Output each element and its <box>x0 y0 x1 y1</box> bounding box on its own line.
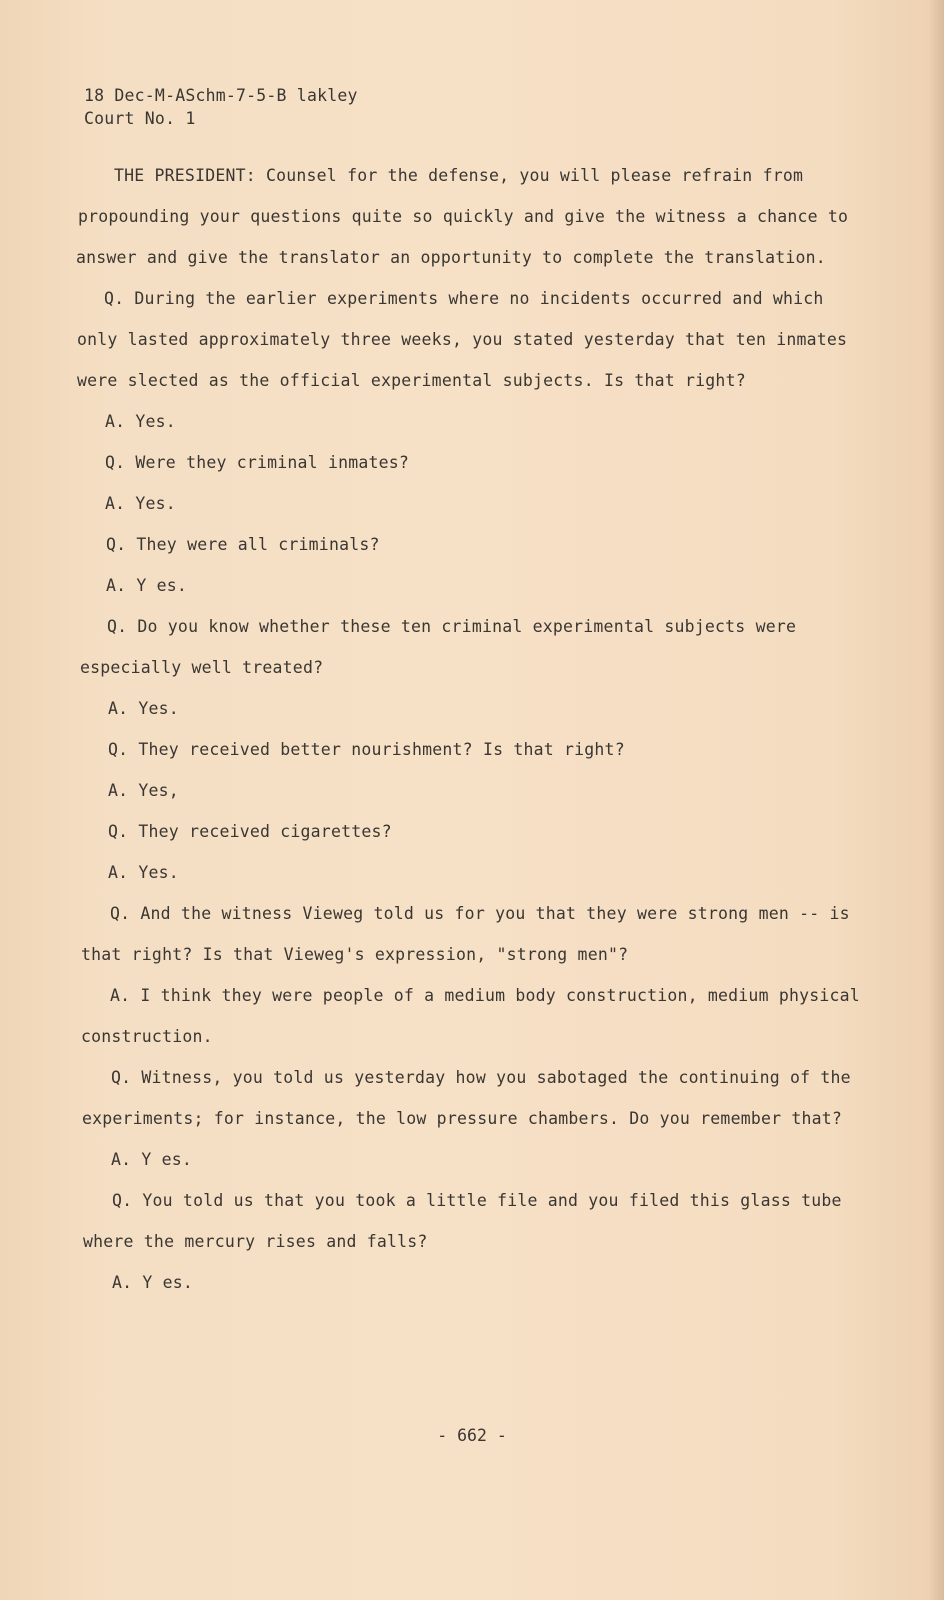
transcript-line: A. Yes. <box>108 863 179 882</box>
transcript-line: Q. They were all criminals? <box>106 535 380 554</box>
transcript-line: A. Yes. <box>105 494 176 513</box>
transcript-line: only lasted approximately three weeks, you stated yesterday that ten inmates <box>77 330 848 349</box>
transcript-line: that right? Is that Vieweg's expression, "strong men"? <box>81 945 629 964</box>
transcript-line: Q. Witness, you told us yesterday how you sabotaged the continuing of the <box>111 1068 851 1087</box>
transcript-line: experiments; for instance, the low pressure chambers. Do you remember that? <box>82 1109 843 1128</box>
transcript-line: Q. They received better nourishment? Is that right? <box>108 740 625 759</box>
transcript-line: Q. They received cigarettes? <box>108 822 392 841</box>
transcript-line: where the mercury rises and falls? <box>83 1232 428 1251</box>
transcript-line: construction. <box>81 1027 213 1046</box>
transcript-line: A. Y es. <box>111 1150 193 1169</box>
transcript-line: were slected as the official experimental subjects. Is that right? <box>77 371 746 390</box>
document-reference: 18 Dec-M-ASchm-7-5-B lakley <box>84 86 358 105</box>
court-number: Court No. 1 <box>84 109 196 128</box>
transcript-line: answer and give the translator an opportunity to complete the translation. <box>76 248 826 267</box>
page-number: - 662 - <box>437 1426 507 1445</box>
transcript-line: A. Yes. <box>105 412 176 431</box>
transcript-line: Q. You told us that you took a little file and you filed this glass tube <box>112 1191 842 1210</box>
transcript-line: A. I think they were people of a medium body construction, medium physical <box>110 986 860 1005</box>
transcript-line: propounding your questions quite so quickly and give the witness a chance to <box>78 207 849 226</box>
transcript-line: THE PRESIDENT: Counsel for the defense, you will please refrain from <box>114 166 804 185</box>
transcript-line: A. Y es. <box>106 576 188 595</box>
transcript-line: A. Yes, <box>108 781 179 800</box>
transcript-line: especially well treated? <box>80 658 324 677</box>
transcript-line: Q. And the witness Vieweg told us for you that they were strong men -- is <box>110 904 850 923</box>
transcript-line: Q. Do you know whether these ten criminal experimental subjects were <box>107 617 797 636</box>
transcript-line: A. Y es. <box>112 1273 194 1292</box>
transcript-line: Q. During the earlier experiments where no incidents occurred and which <box>104 289 824 308</box>
transcript-line: Q. Were they criminal inmates? <box>105 453 410 472</box>
transcript-line: A. Yes. <box>108 699 179 718</box>
